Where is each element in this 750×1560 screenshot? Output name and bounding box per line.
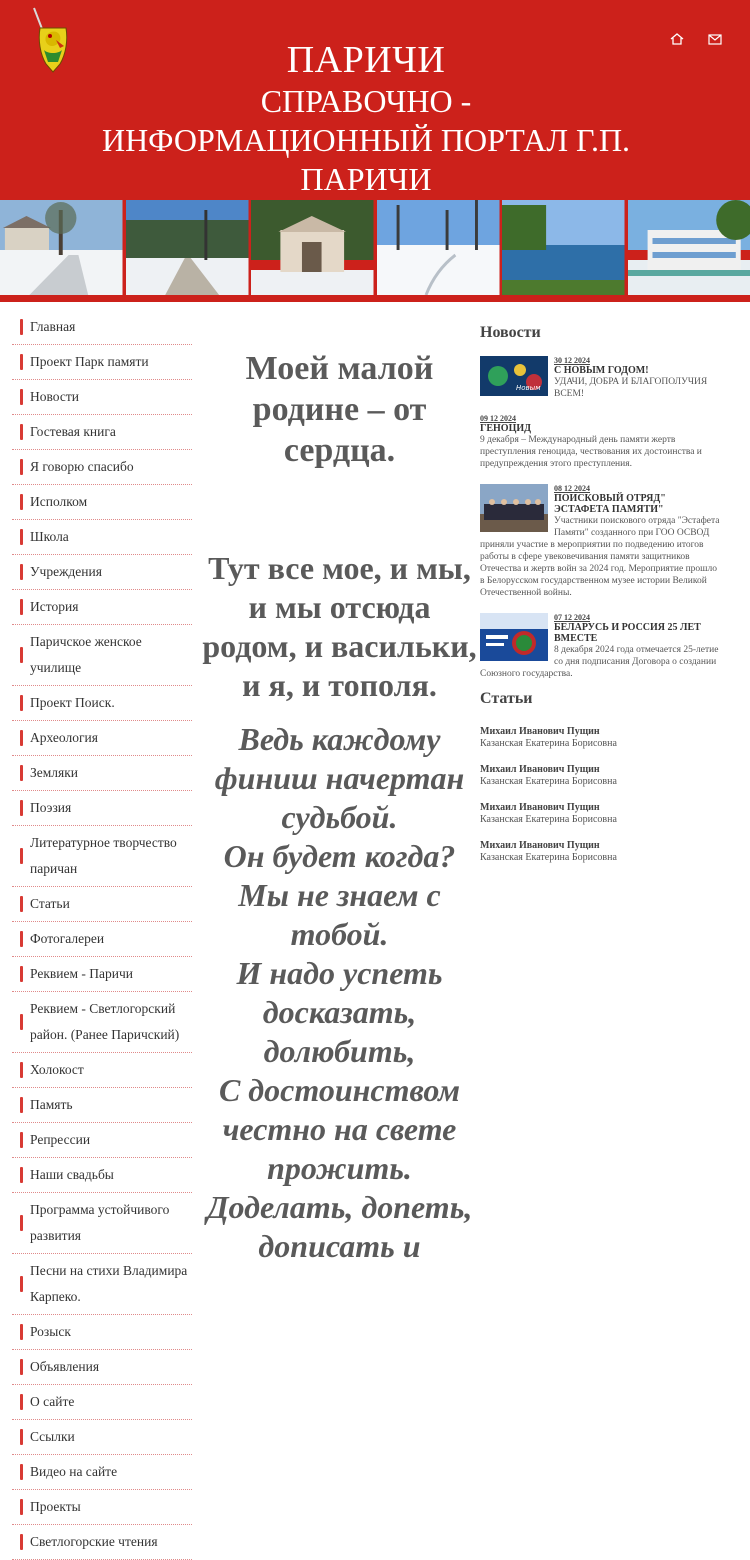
sidebar-item[interactable]: Реквием - Паричи (12, 957, 192, 992)
page-title: ПАРИЧИ (60, 38, 672, 82)
photo-snowy-park (377, 200, 500, 295)
sidebar-item[interactable]: Репрессии (12, 1123, 192, 1158)
news-text: УДАЧИ, ДОБРА И БЛАГОПОЛУЧИЯ ВСЕМ! (554, 376, 720, 400)
poem-line: С достоинством честно на свете прожить. (202, 1071, 477, 1188)
photo-school (628, 200, 750, 295)
poem-block (202, 348, 477, 1266)
news-item[interactable] (480, 613, 720, 680)
news-date: 09 12 2024 (480, 414, 720, 423)
sidebar-item[interactable]: Земляки (12, 756, 192, 791)
poem-heading: Моей малой родине – от сердца. (202, 348, 477, 471)
sidebar-item[interactable]: Наши свадьбы (12, 1158, 192, 1193)
article-author[interactable]: Михаил Иванович Пущин (480, 840, 720, 852)
site-title (60, 38, 672, 199)
page-subtitle-2: ИНФОРМАЦИОННЫЙ ПОРТАЛ Г.П. (60, 121, 672, 160)
news-title[interactable]: БЕЛАРУСЬ И РОССИЯ 25 ЛЕТ ВМЕСТЕ (480, 622, 720, 644)
page-subtitle-1: СПРАВОЧНО - (60, 82, 672, 121)
news-item[interactable] (480, 356, 720, 400)
news-title[interactable]: С НОВЫМ ГОДОМ! (554, 365, 720, 376)
sidebar-item[interactable]: Исполком (12, 485, 192, 520)
sidebar-item[interactable]: Ссылки (12, 1420, 192, 1455)
sidebar-item[interactable]: Я говорю спасибо (12, 450, 192, 485)
sidebar-item[interactable]: Видео на сайте (12, 1455, 192, 1490)
news-date: 07 12 2024 (480, 613, 720, 622)
sidebar-item[interactable]: Память (12, 1088, 192, 1123)
sidebar-item[interactable]: Статьи (12, 887, 192, 922)
article-author[interactable]: Михаил Иванович Пущин (480, 726, 720, 738)
photo-river (502, 200, 625, 295)
sidebar-item[interactable]: Реквием - Светлогорский район. (Ранее Паричский) (12, 992, 192, 1053)
news-item[interactable] (480, 484, 720, 599)
article-title: Казанская Екатерина Борисовна (480, 814, 720, 826)
sidebar-item[interactable]: Литературное творчество паричан (12, 826, 192, 887)
photo-banner (0, 200, 750, 295)
news-item[interactable] (480, 414, 720, 470)
page-subtitle-3: ПАРИЧИ (60, 160, 672, 199)
sidebar-item[interactable]: Новости (12, 380, 192, 415)
news-date: 30 12 2024 (554, 356, 720, 365)
news-thumbnail[interactable] (480, 613, 548, 661)
sidebar-item[interactable]: Паричское женское училище (12, 625, 192, 686)
article-item[interactable] (480, 726, 720, 750)
article-title: Казанская Екатерина Борисовна (480, 776, 720, 788)
sidebar-item[interactable]: Проект Поиск. (12, 686, 192, 721)
article-item[interactable] (480, 840, 720, 864)
photo-winter-house (0, 200, 123, 295)
news-section-title: Новости (480, 324, 720, 342)
sidebar-item[interactable]: Проект Парк памяти (12, 345, 192, 380)
poem-line: И надо успеть досказать, долюбить, (202, 954, 477, 1071)
article-title: Казанская Екатерина Борисовна (480, 852, 720, 864)
sidebar-item[interactable]: Холокост (12, 1053, 192, 1088)
site-header (0, 0, 750, 200)
article-item[interactable] (480, 764, 720, 788)
article-item[interactable] (480, 802, 720, 826)
poem-text: Тут все мое, и мы, и мы отсюда родом, и васильки, и я, и тополя. (202, 549, 477, 705)
sidebar-item[interactable]: Поэзия (12, 791, 192, 826)
news-thumbnail[interactable] (480, 356, 548, 396)
mail-icon[interactable] (706, 30, 724, 48)
right-column (480, 324, 720, 878)
sidebar-item[interactable]: Главная (12, 310, 192, 345)
news-date: 08 12 2024 (480, 484, 720, 493)
sidebar-item[interactable]: Песни на стихи Владимира Карпеко. (12, 1254, 192, 1315)
poem-line: Он будет когда? Мы не знаем с тобой. (202, 837, 477, 954)
news-thumbnail[interactable] (480, 484, 548, 532)
article-author[interactable]: Михаил Иванович Пущин (480, 802, 720, 814)
article-title: Казанская Екатерина Борисовна (480, 738, 720, 750)
sidebar-item[interactable]: Археология (12, 721, 192, 756)
articles-list (480, 726, 720, 864)
sidebar-item[interactable]: Фотогалереи (12, 922, 192, 957)
sidebar-item[interactable]: Светлогорские чтения (12, 1525, 192, 1560)
sidebar-item[interactable]: Учреждения (12, 555, 192, 590)
news-title[interactable]: ПОИСКОВЫЙ ОТРЯД" ЭСТАФЕТА ПАМЯТИ" (480, 493, 720, 515)
poem-italic (202, 720, 477, 1266)
article-author[interactable]: Михаил Иванович Пущин (480, 764, 720, 776)
home-icon[interactable] (668, 30, 686, 48)
sidebar-item[interactable]: Объявления (12, 1350, 192, 1385)
photo-culture-house (251, 200, 374, 295)
svg-text:Новым: Новым (516, 384, 541, 392)
photo-winter-road (126, 200, 249, 295)
news-text: 9 декабря – Международный день памяти жертв преступления геноцида, чествования их достоинства и предупреждения этого преступления. (480, 434, 720, 470)
header-divider (0, 295, 750, 302)
sidebar-item[interactable]: Проекты (12, 1490, 192, 1525)
sidebar-item[interactable]: Программа устойчивого развития (12, 1193, 192, 1254)
news-title[interactable]: ГЕНОЦИД (480, 423, 720, 434)
articles-section-title: Статьи (480, 690, 720, 708)
sidebar-item[interactable]: Розыск (12, 1315, 192, 1350)
sidebar-item[interactable]: О сайте (12, 1385, 192, 1420)
sidebar-item[interactable]: Школа (12, 520, 192, 555)
news-text: Участники поискового отряда "Эстафета Памяти" созданного при ГОО ОСВОД приняли участие в мероприятии по подведению итогов работы в сфере увековечивания памяти защитников Отечества и жертв войн за 2024 год. Мероприятие прошло в Белорусском государственном музее истории Великой Отечественной войны. (480, 515, 720, 599)
poem-line: Ведь каждому финиш начертан судьбой. (202, 720, 477, 837)
sidebar-item[interactable]: История (12, 590, 192, 625)
sidebar-menu (12, 310, 192, 1560)
news-text: 8 декабря 2024 года отмечается 25-летие со дня подписания Договора о создании Союзного государства. (480, 644, 720, 680)
poem-line: Доделать, допеть, дописать и (202, 1188, 477, 1266)
sidebar-item[interactable]: Гостевая книга (12, 415, 192, 450)
